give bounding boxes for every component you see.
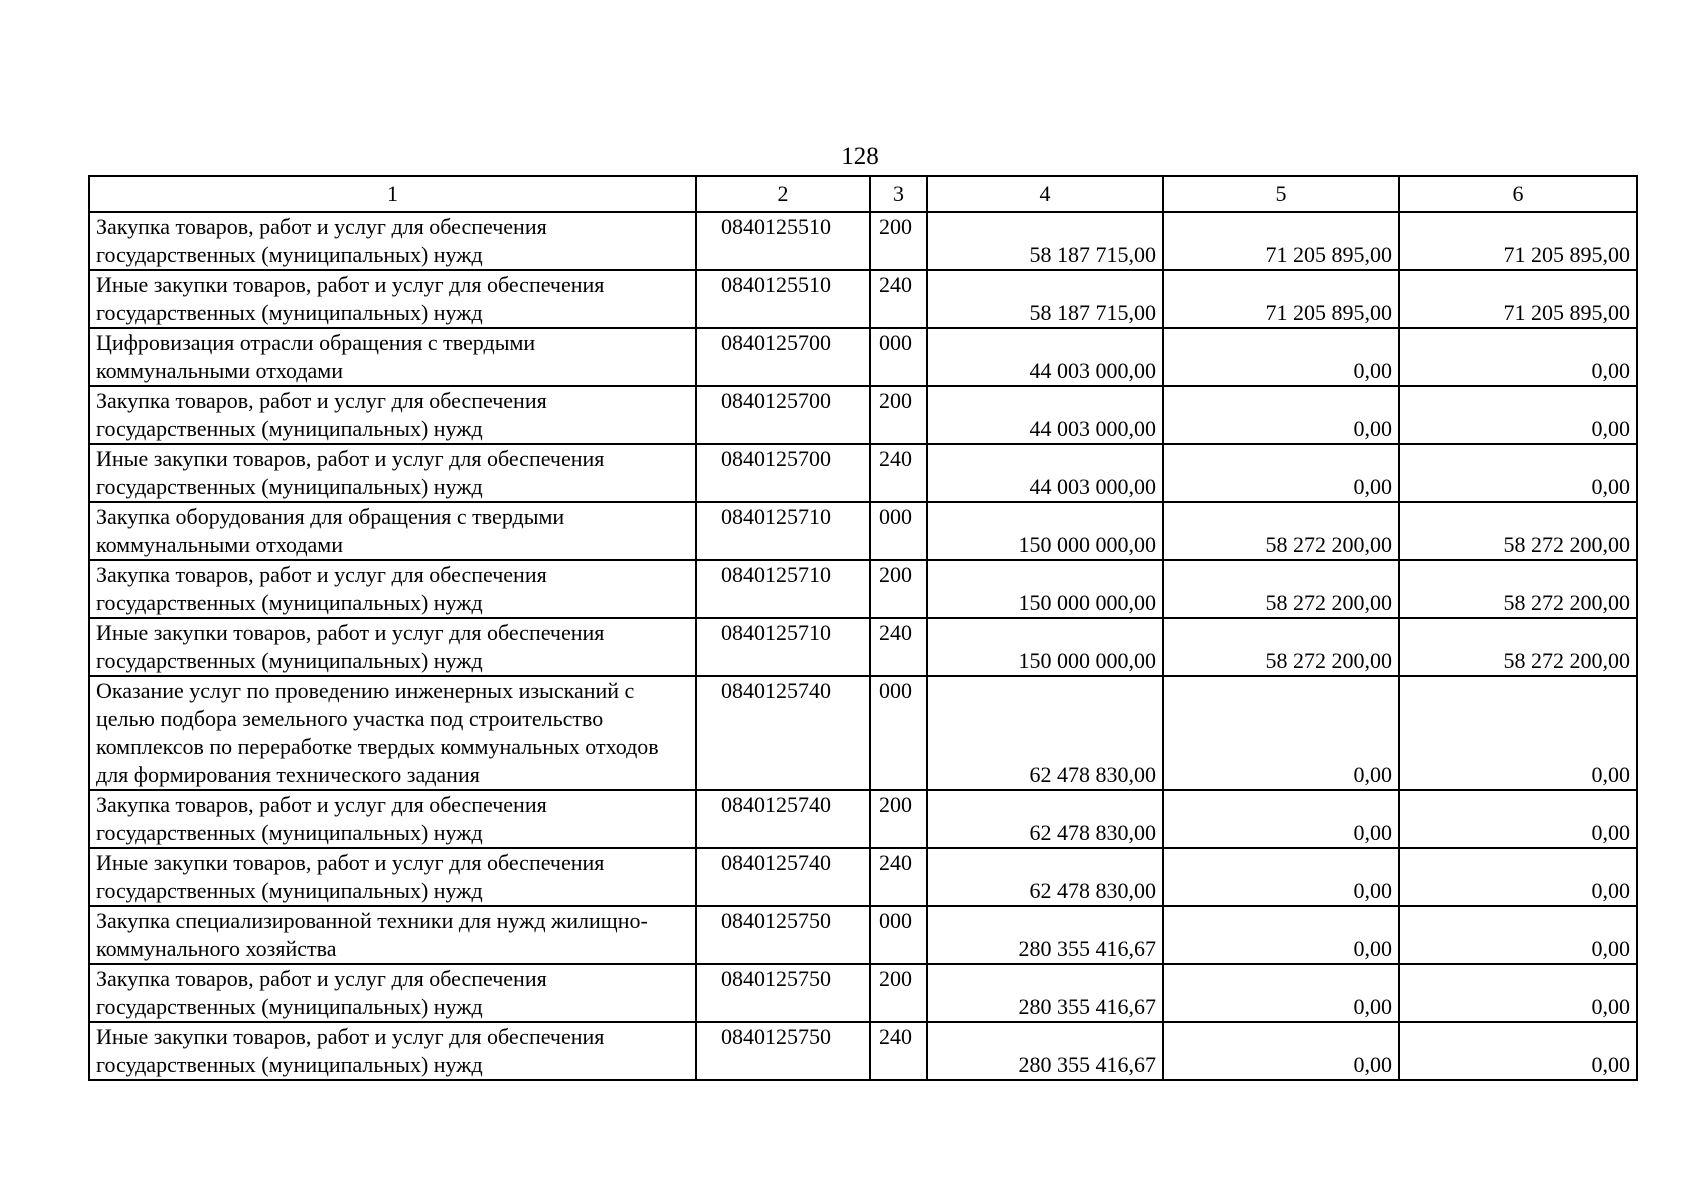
expense-type: 200 [870, 212, 927, 270]
budget-code: 0840125750 [696, 906, 870, 964]
amount-col-4: 150 000 000,00 [927, 502, 1163, 560]
table-row [89, 386, 1637, 444]
table-row [89, 270, 1637, 328]
table-row [89, 676, 1637, 790]
table-row [89, 906, 1637, 964]
amount-col-4: 62 478 830,00 [927, 676, 1163, 790]
amount-col-4: 280 355 416,67 [927, 1022, 1163, 1080]
expense-type: 240 [870, 618, 927, 676]
table-row [89, 618, 1637, 676]
row-name: Закупка товаров, работ и услуг для обеспечения государственных (муниципальных) нужд [89, 790, 696, 848]
amount-col-6: 58 272 200,00 [1399, 618, 1637, 676]
row-name: Закупка товаров, работ и услуг для обеспечения государственных (муниципальных) нужд [89, 212, 696, 270]
budget-code: 0840125710 [696, 502, 870, 560]
budget-code: 0840125750 [696, 964, 870, 1022]
page-number: 128 [841, 143, 879, 170]
table-row [89, 328, 1637, 386]
amount-col-5: 0,00 [1163, 386, 1399, 444]
column-header: 1 [89, 176, 696, 212]
table-row [89, 1022, 1637, 1080]
row-name: Иные закупки товаров, работ и услуг для обеспечения государственных (муниципальных) нужд [89, 270, 696, 328]
expense-type: 240 [870, 1022, 927, 1080]
table-row [89, 848, 1637, 906]
table-row [89, 790, 1637, 848]
budget-code: 0840125700 [696, 444, 870, 502]
expense-type: 200 [870, 964, 927, 1022]
amount-col-6: 0,00 [1399, 906, 1637, 964]
budget-code: 0840125740 [696, 848, 870, 906]
amount-col-6: 0,00 [1399, 444, 1637, 502]
budget-code: 0840125740 [696, 790, 870, 848]
amount-col-5: 0,00 [1163, 444, 1399, 502]
table-row [89, 444, 1637, 502]
amount-col-6: 0,00 [1399, 676, 1637, 790]
amount-col-6: 0,00 [1399, 1022, 1637, 1080]
amount-col-4: 44 003 000,00 [927, 386, 1163, 444]
budget-code: 0840125510 [696, 270, 870, 328]
row-name: Иные закупки товаров, работ и услуг для обеспечения государственных (муниципальных) нужд [89, 1022, 696, 1080]
amount-col-6: 0,00 [1399, 964, 1637, 1022]
budget-table [88, 175, 1638, 1081]
expense-type: 000 [870, 328, 927, 386]
expense-type: 240 [870, 270, 927, 328]
amount-col-4: 62 478 830,00 [927, 848, 1163, 906]
column-header: 6 [1399, 176, 1637, 212]
amount-col-6: 0,00 [1399, 386, 1637, 444]
amount-col-5: 0,00 [1163, 790, 1399, 848]
amount-col-6: 0,00 [1399, 790, 1637, 848]
expense-type: 000 [870, 906, 927, 964]
row-name: Закупка товаров, работ и услуг для обеспечения государственных (муниципальных) нужд [89, 386, 696, 444]
amount-col-5: 0,00 [1163, 906, 1399, 964]
row-name: Иные закупки товаров, работ и услуг для обеспечения государственных (муниципальных) нужд [89, 444, 696, 502]
amount-col-5: 71 205 895,00 [1163, 212, 1399, 270]
amount-col-6: 71 205 895,00 [1399, 270, 1637, 328]
amount-col-5: 0,00 [1163, 964, 1399, 1022]
expense-type: 240 [870, 444, 927, 502]
budget-code: 0840125700 [696, 328, 870, 386]
amount-col-4: 280 355 416,67 [927, 906, 1163, 964]
table-row [89, 502, 1637, 560]
budget-code: 0840125710 [696, 618, 870, 676]
amount-col-6: 71 205 895,00 [1399, 212, 1637, 270]
amount-col-6: 0,00 [1399, 848, 1637, 906]
table-row [89, 560, 1637, 618]
table-row [89, 964, 1637, 1022]
row-name: Закупка товаров, работ и услуг для обеспечения государственных (муниципальных) нужд [89, 964, 696, 1022]
expense-type: 200 [870, 790, 927, 848]
amount-col-4: 44 003 000,00 [927, 444, 1163, 502]
budget-code: 0840125510 [696, 212, 870, 270]
amount-col-4: 58 187 715,00 [927, 212, 1163, 270]
row-name: Закупка товаров, работ и услуг для обеспечения государственных (муниципальных) нужд [89, 560, 696, 618]
expense-type: 000 [870, 676, 927, 790]
column-header: 2 [696, 176, 870, 212]
amount-col-5: 58 272 200,00 [1163, 618, 1399, 676]
column-header: 3 [870, 176, 927, 212]
expense-type: 200 [870, 386, 927, 444]
row-name: Иные закупки товаров, работ и услуг для обеспечения государственных (муниципальных) нужд [89, 848, 696, 906]
amount-col-4: 58 187 715,00 [927, 270, 1163, 328]
amount-col-6: 0,00 [1399, 328, 1637, 386]
expense-type: 000 [870, 502, 927, 560]
expense-type: 200 [870, 560, 927, 618]
amount-col-4: 280 355 416,67 [927, 964, 1163, 1022]
budget-code: 0840125700 [696, 386, 870, 444]
amount-col-4: 150 000 000,00 [927, 618, 1163, 676]
expense-type: 240 [870, 848, 927, 906]
amount-col-5: 58 272 200,00 [1163, 502, 1399, 560]
row-name: Иные закупки товаров, работ и услуг для обеспечения государственных (муниципальных) нужд [89, 618, 696, 676]
amount-col-4: 44 003 000,00 [927, 328, 1163, 386]
budget-code: 0840125710 [696, 560, 870, 618]
amount-col-5: 0,00 [1163, 848, 1399, 906]
table-row [89, 212, 1637, 270]
amount-col-5: 0,00 [1163, 328, 1399, 386]
amount-col-4: 62 478 830,00 [927, 790, 1163, 848]
amount-col-6: 58 272 200,00 [1399, 560, 1637, 618]
row-name: Оказание услуг по проведению инженерных изысканий с целью подбора земельного участка под строительство комплексов по переработке твердых коммунальных отходов для формирования технического задания [89, 676, 696, 790]
amount-col-5: 71 205 895,00 [1163, 270, 1399, 328]
column-header: 4 [927, 176, 1163, 212]
amount-col-5: 0,00 [1163, 1022, 1399, 1080]
budget-code: 0840125740 [696, 676, 870, 790]
row-name: Цифровизация отрасли обращения с твердыми коммунальными отходами [89, 328, 696, 386]
amount-col-5: 58 272 200,00 [1163, 560, 1399, 618]
column-header: 5 [1163, 176, 1399, 212]
amount-col-4: 150 000 000,00 [927, 560, 1163, 618]
row-name: Закупка специализированной техники для нужд жилищно-коммунального хозяйства [89, 906, 696, 964]
amount-col-6: 58 272 200,00 [1399, 502, 1637, 560]
table-header-row [89, 176, 1637, 212]
budget-code: 0840125750 [696, 1022, 870, 1080]
amount-col-5: 0,00 [1163, 676, 1399, 790]
row-name: Закупка оборудования для обращения с твердыми коммунальными отходами [89, 502, 696, 560]
